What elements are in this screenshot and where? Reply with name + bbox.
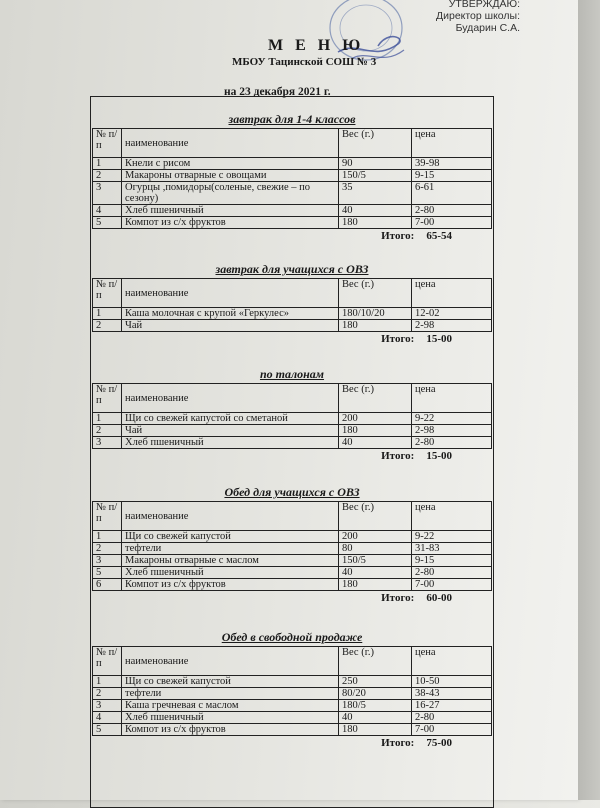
dish-name: Каша молочная с крупой «Геркулес»	[122, 308, 339, 320]
table-row	[93, 555, 492, 567]
total-label: Итого:	[381, 592, 415, 604]
header-no: № п/п	[93, 502, 122, 531]
dish-weight: 90	[339, 158, 412, 170]
header-weight: Вес (г.)	[339, 129, 412, 158]
dish-price: 2-98	[412, 425, 492, 437]
dish-weight: 180	[339, 320, 412, 332]
dish-name: Щи со свежей капустой	[122, 676, 339, 688]
section-title: Обед в свободной продаже	[221, 630, 363, 644]
section-total	[92, 736, 492, 750]
row-number: 5	[93, 217, 122, 229]
dish-weight: 80	[339, 543, 412, 555]
dish-weight: 200	[339, 531, 412, 543]
dish-name: Щи со свежей капустой со сметаной	[122, 413, 339, 425]
header-weight: Вес (г.)	[339, 647, 412, 676]
header-weight: Вес (г.)	[339, 384, 412, 413]
total-label: Итого:	[381, 230, 415, 242]
approval-line-2: Директор школы:	[436, 10, 520, 22]
table-row	[93, 579, 492, 591]
section-total	[92, 449, 492, 463]
total-label: Итого:	[381, 333, 415, 345]
dish-price: 7-00	[412, 579, 492, 591]
dish-weight: 150/5	[339, 170, 412, 182]
header-name: наименование	[122, 647, 339, 676]
dish-weight: 180/10/20	[339, 308, 412, 320]
approval-line-1: УТВЕРЖДАЮ:	[448, 0, 520, 10]
header-name: наименование	[122, 384, 339, 413]
dish-price: 2-80	[412, 712, 492, 724]
dish-price: 39-98	[412, 158, 492, 170]
dish-weight: 180	[339, 579, 412, 591]
row-number: 5	[93, 567, 122, 579]
section-title: Обед для учащихся с ОВЗ	[224, 485, 360, 499]
table-row	[93, 531, 492, 543]
total-label: Итого:	[381, 737, 415, 749]
dish-weight: 200	[339, 413, 412, 425]
table-row	[93, 676, 492, 688]
header-no: № п/п	[93, 384, 122, 413]
dish-name: Макароны отварные с овощами	[122, 170, 339, 182]
dish-name: Огурцы ,помидоры(соленые, свежие – по сезону)	[122, 182, 339, 205]
approval-line-3: Бударин С.А.	[455, 22, 520, 34]
dish-price: 12-02	[412, 308, 492, 320]
header-price: цена	[412, 647, 492, 676]
dish-name: Компот из с/х фруктов	[122, 579, 339, 591]
row-number: 1	[93, 531, 122, 543]
dish-price: 7-00	[412, 217, 492, 229]
dish-price: 31-83	[412, 543, 492, 555]
section-title: по талонам	[259, 367, 325, 381]
table-row	[93, 724, 492, 736]
row-number: 6	[93, 579, 122, 591]
dish-weight: 40	[339, 437, 412, 449]
row-number: 5	[93, 724, 122, 736]
dish-weight: 40	[339, 712, 412, 724]
header-no: № п/п	[93, 647, 122, 676]
header-price: цена	[412, 384, 492, 413]
dish-name: тефтели	[122, 543, 339, 555]
table-row	[93, 170, 492, 182]
menu-date: на 23 декабря 2021 г.	[224, 86, 331, 98]
dish-name: Чай	[122, 425, 339, 437]
dish-price: 2-80	[412, 567, 492, 579]
header-price: цена	[412, 279, 492, 308]
table-row	[93, 425, 492, 437]
dish-weight: 250	[339, 676, 412, 688]
dish-price: 9-15	[412, 170, 492, 182]
dish-name: Хлеб пшеничный	[122, 437, 339, 449]
row-number: 2	[93, 688, 122, 700]
total-value: 15-00	[426, 333, 452, 345]
dish-price: 6-61	[412, 182, 492, 205]
dish-price: 9-22	[412, 531, 492, 543]
table-row	[93, 437, 492, 449]
row-number: 2	[93, 170, 122, 182]
dish-price: 9-22	[412, 413, 492, 425]
dish-price: 10-50	[412, 676, 492, 688]
row-number: 1	[93, 676, 122, 688]
dish-weight: 40	[339, 567, 412, 579]
header-no: № п/п	[93, 279, 122, 308]
header-weight: Вес (г.)	[339, 502, 412, 531]
dish-name: Хлеб пшеничный	[122, 567, 339, 579]
header-weight: Вес (г.)	[339, 279, 412, 308]
section-total	[92, 591, 492, 605]
table-row	[93, 320, 492, 332]
total-label: Итого:	[381, 450, 415, 462]
row-number: 2	[93, 320, 122, 332]
dish-price: 16-27	[412, 700, 492, 712]
table-row	[93, 413, 492, 425]
total-value: 65-54	[426, 230, 452, 242]
menu-table	[92, 646, 492, 736]
dish-weight: 80/20	[339, 688, 412, 700]
approval-block	[420, 0, 590, 34]
row-number: 1	[93, 413, 122, 425]
section-total	[92, 332, 492, 346]
dish-name: Макароны отварные с маслом	[122, 555, 339, 567]
dish-price: 7-00	[412, 724, 492, 736]
table-row	[93, 182, 492, 205]
total-value: 15-00	[426, 450, 452, 462]
header-price: цена	[412, 129, 492, 158]
table-row	[93, 217, 492, 229]
row-number: 4	[93, 205, 122, 217]
menu-table	[92, 383, 492, 449]
table-row	[93, 543, 492, 555]
row-number: 3	[93, 700, 122, 712]
row-number: 2	[93, 425, 122, 437]
row-number: 1	[93, 308, 122, 320]
table-row	[93, 700, 492, 712]
dish-weight: 180	[339, 724, 412, 736]
dish-weight: 180	[339, 425, 412, 437]
section-total	[92, 229, 492, 243]
table-row	[93, 205, 492, 217]
menu-section	[92, 365, 492, 463]
menu-section	[92, 628, 492, 750]
table-row	[93, 158, 492, 170]
header-name: наименование	[122, 502, 339, 531]
header-name: наименование	[122, 279, 339, 308]
dish-name: Компот из с/х фруктов	[122, 724, 339, 736]
row-number: 3	[93, 555, 122, 567]
row-number: 3	[93, 182, 122, 205]
row-number: 4	[93, 712, 122, 724]
dish-name: Каша гречневая с маслом	[122, 700, 339, 712]
dish-weight: 35	[339, 182, 412, 205]
table-row	[93, 308, 492, 320]
dish-weight: 150/5	[339, 555, 412, 567]
table-row	[93, 712, 492, 724]
dish-price: 2-98	[412, 320, 492, 332]
school-name: МБОУ Тацинской СОШ № 3	[232, 56, 377, 68]
table-row	[93, 688, 492, 700]
menu-section	[92, 260, 492, 346]
menu-section	[92, 110, 492, 243]
menu-title: М Е Н Ю	[268, 37, 365, 54]
table-row	[93, 567, 492, 579]
menu-section	[92, 483, 492, 605]
dish-weight: 180/5	[339, 700, 412, 712]
row-number: 3	[93, 437, 122, 449]
section-title: завтрак для учащихся с ОВЗ	[215, 262, 369, 276]
background-edge	[578, 0, 600, 800]
row-number: 2	[93, 543, 122, 555]
dish-name: тефтели	[122, 688, 339, 700]
dish-name: Хлеб пшеничный	[122, 712, 339, 724]
total-value: 75-00	[426, 737, 452, 749]
dish-name: Чай	[122, 320, 339, 332]
header-no: № п/п	[93, 129, 122, 158]
total-value: 60-00	[426, 592, 452, 604]
dish-name: Кнели с рисом	[122, 158, 339, 170]
dish-weight: 180	[339, 217, 412, 229]
menu-table	[92, 501, 492, 591]
dish-name: Хлеб пшеничный	[122, 205, 339, 217]
row-number: 1	[93, 158, 122, 170]
dish-name: Компот из с/х фруктов	[122, 217, 339, 229]
dish-price: 38-43	[412, 688, 492, 700]
dish-name: Щи со свежей капустой	[122, 531, 339, 543]
section-title: завтрак для 1-4 классов	[228, 112, 356, 126]
dish-price: 2-80	[412, 437, 492, 449]
header-price: цена	[412, 502, 492, 531]
dish-weight: 40	[339, 205, 412, 217]
menu-table	[92, 278, 492, 332]
dish-price: 9-15	[412, 555, 492, 567]
header-name: наименование	[122, 129, 339, 158]
menu-table	[92, 128, 492, 229]
dish-price: 2-80	[412, 205, 492, 217]
